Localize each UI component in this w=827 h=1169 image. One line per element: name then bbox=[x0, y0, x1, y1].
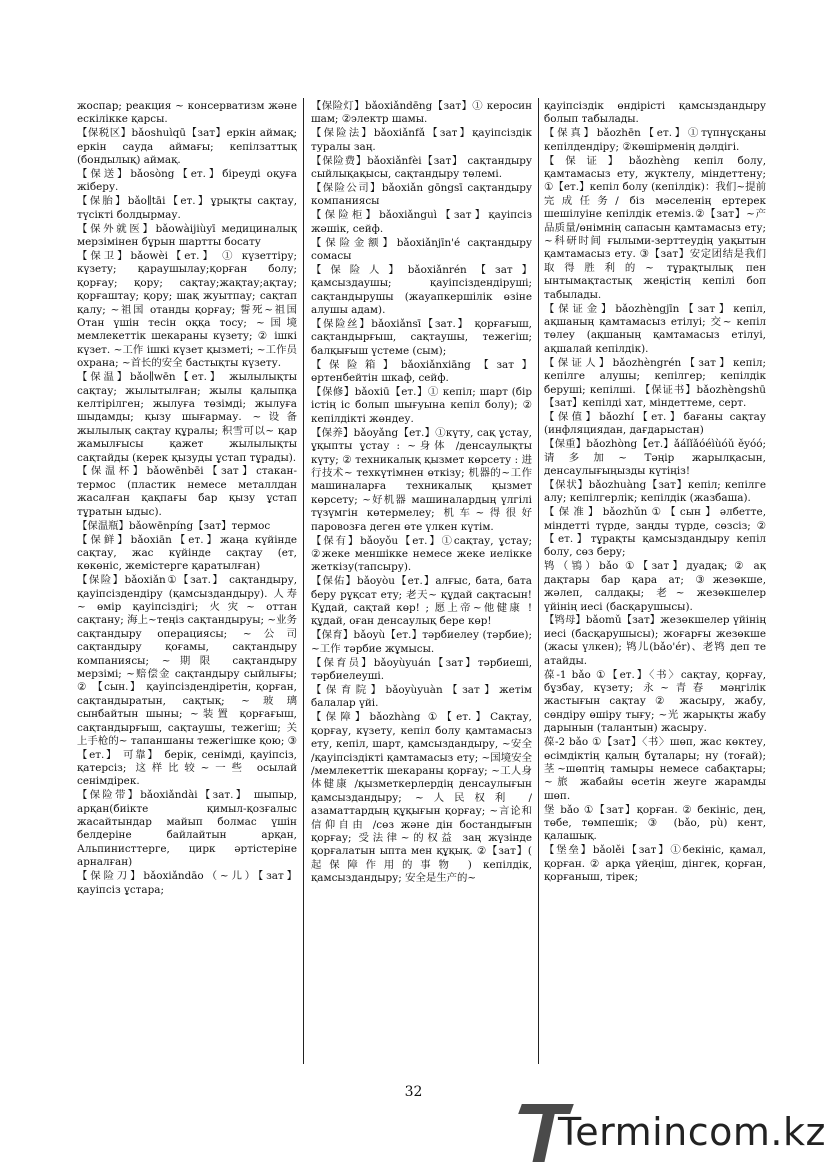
dictionary-entry: 【保送】bǎosòng【ет.】біреуді оқуға жіберу. bbox=[77, 168, 297, 194]
dictionary-entry: 【保险公司】bǎoxiǎn gōngsī сақтандыру компаниясы bbox=[311, 181, 532, 208]
dictionary-entry: 【保证金】bǎozhèngjīn【зат】кепіл, ақшаның қамтамасыз етілуі; 交~ кепіл төлеу (ақшаның қамтамасыз етілуі, ақшалай кепілдік). bbox=[544, 302, 766, 355]
dictionary-entry: 【保育】bǎoyù【ет.】тәрбиелеу (тәрбие); ~工作 тәрбие жұмысы. bbox=[311, 629, 532, 655]
logo-t-stem bbox=[532, 1110, 555, 1162]
dictionary-entry: 【保卫】bǎowèi【ет.】 ① күзеттіру; күзету; қараушылау;қорған болу; қорғау; қору; сақтау;жақтау;ақтау; қорғаштау; қору; шақ жуытпау; сақтап қалу; ~祖国 отанды қорғау; 誓死~祖国 Отан үшін тесін оққа тосу; ~国境 мемлекеттік шекараны күзету; ② ішкі күзет. ~工作 ішкі күзет қызметі; ~工作员 охрана; ~首长的安全 бастықты күзету. bbox=[77, 249, 297, 370]
dictionary-entry: 【保温】bǎo∥wēn【ет.】 жылылықты сақтау; жылытылған; жылы қалыпқа келтірілген; жылуға төзімді; жылуға шыдамды; қызу шығармау. ~设备 жылылық сақтау құралы; 积雪可以~ қар жамылғысы қажет жылылықты сақтайды (керек қызуды ұстап тұрады). bbox=[77, 371, 297, 464]
dictionary-entry: 【保税区】bǎoshuìqū【зат】еркін аймақ; еркін сауда аймағы; кепілзаттық (бондылық) аймақ. bbox=[77, 127, 297, 167]
dictionary-entry: 【保险】bǎoxiǎn①【зат.】 сақтандыру, қауіпсіздендіру (қамсыздандыру). 人寿~ өмір қауіпсіздігі; 火灾~ оттан сақтану; 海上~теңіз сақтандыруы; ~业务 сақтандыру операциясы; ~公司 сақтандыру қоғамы, сақтандыру компаниясы; ~期限 сақтандыру мерзімі; ~赔偿金 сақтандыру сыйлығы; ② 【сын.】 қауіпсіздендіретін, қорған, сақтандыратын, сақтық; ~玻璃 сынбайтын шыны; ~装置 қорғағыш, сақтандырғыш, сақтаушы, тежегіш; 关上手枪的~ тапаншаны тежегішке қою; ③【ет.】 可靠】 берік, сенімді, қауіпсіз, қатерсіз; 这样比较~一些 осылай сенімдірек. bbox=[77, 574, 297, 788]
dictionary-entry: 【保险刀】bǎoxiǎndāo（~儿）【зат】қауіпсіз ұстара; bbox=[77, 870, 297, 896]
dictionary-entry: 【保障】bǎozhàng ①【ет.】Сақтау, қорғау, күзету, кепіл болу қамтамасыз ету, кепіл, шарт, қамсыздандыру, ~安全 /қауіпсіздікті қамтамасыз ету; ~国境安全 /мемлекеттік шекараны қорғау; ~工人身体健康 /қызметкерлердің денсаулығын қамсыздандыру; ~人民权利 /азаматтардың құқығын қорғау; ~言论和信仰自由 /сөз және дін бостандығын қорғау; 受法律~的权益 заң жүзінде қорғалатын ыпта мен құқық. ②【зат】( 起保障作用的事物 ) кепілдік, қамсыздандыру; 安全是生产的~ bbox=[311, 711, 532, 885]
column-divider-1 bbox=[303, 98, 304, 1064]
dictionary-entry: 【保险带】bǎoxiǎndài【зат.】 шыпыр, арқан(биікте қимыл-қозғалыс жасайтындар майып болмас үшін белдеріне байлайтын арқан, Альпинисттерге, цирк әртістеріне арналған) bbox=[77, 789, 297, 869]
dictionary-entry: 【堡垒】bǎolěi【зат】①бекініс, қамал, қорған. ② арқа үйеңіш, дінгек, қорған, қорғаныш, тірек; bbox=[544, 844, 766, 884]
column-divider-2 bbox=[538, 98, 539, 1064]
dictionary-entry: 【保养】bǎoyǎng【ет.】①күту, сақ ұстау, ұқыпты ұстау : ~身体 /денсаулықты күту; ② техникалық қызмет көрсету : 进行技术~ техкүтімнен өткізу; 机器的~工作 машиналарға техникалық қызмет көрсету; ~好机器 машиналардың үлгілі түзүмгін көтермелеу; 机车~得很好 паровозға деген өте үлкен күтім. bbox=[311, 426, 532, 533]
page-number: 32 bbox=[404, 1084, 423, 1100]
dictionary-entry: 【保温瓶】bǎowēnpíng【зат】термос bbox=[77, 519, 271, 532]
column-2 bbox=[311, 100, 532, 1060]
column-1 bbox=[77, 100, 297, 1060]
logo-text: Termincom.kz bbox=[558, 1110, 826, 1154]
dictionary-entry: 【保险灯】bǎoxiǎndēng【зат】① керосин шам; ②электр шамы. bbox=[311, 100, 532, 126]
dictionary-entry: 【保真】bǎozhēn【ет.】①түпнұсқаны кепілдендіру; ②көшірменің дәлдігі. bbox=[544, 127, 766, 153]
dictionary-entry: 【保值】bǎozhí【ет.】бағаны сақтау (инфляциядан, дағдарыстан) bbox=[544, 410, 766, 437]
dictionary-entry: 【保外就医】bǎowàijiùyī медициналық мерзімінен бұрын шартты босату bbox=[77, 222, 297, 249]
dictionary-entry: 【保证】bǎozhèng кепіл болу, қамтамасыз ету, жүктелу, міндеттену; ①【ет.】кепіл болу (кепілдік)：我们~提前完成任务/ біз мәселенің ертерек шешілуіне кепілдік етеміз.②【зат】~产品质量/өнімнің сапасын қамтамасыз ету; ~科研时间 ғылыми-зерттеудің уақытын қамтамасыз ету. ③【зат】安定团结是我们取得胜利的~ тұрақтылық пен ынтымақтастық жеңістің кепілі боп табылады. bbox=[544, 154, 766, 301]
dictionary-entry: 葆-1 bǎo ①【ет.】〈书〉сақтау, қорғау, бұзбау, күзету; 永~青春 мәңгілік жастығын сақтау ② жасыру, жабу, сөндіру өшіру тығу; ~光 жарықты жабу дарынын (талантын) жасыру. bbox=[544, 668, 766, 735]
dictionary-entry: 【保状】bǎozhuàng【зат】кепіл; кепілге алу; кепілгерлік; кепілдік (жазбаша). bbox=[544, 478, 766, 505]
dictionary-entry: 【保险柜】bǎoxiǎnguì【зат】қауіпсіз жәшік, сейф. bbox=[311, 209, 532, 235]
termincom-logo[interactable] bbox=[520, 1104, 826, 1166]
dictionary-entry: 【保有】bǎoyǒu【ет.】①сақтау, ұстау; ②жеке меншікке немесе жеке иелікке жеткізу(тапсыру). bbox=[311, 534, 532, 574]
dictionary-entry: 【保鲜】bǎoxiān【ет.】жаңа күйінде сақтау, жас күйінде сақтау (ет, көкөніс, жемістерге қаратылған) bbox=[77, 533, 297, 573]
dictionary-entry: 鸨（鴇）bǎo ①【зат】дуадақ; ② ақ дақтары бар қара ат; ③жезөкше, жәлеп, салдақы; 老~ жезөкшелер үйінің иесі (басқарушысы). bbox=[544, 560, 766, 613]
dictionary-entry: 堡 bǎo ①【зат】қорған. ② бекініс, дең, төбе, төмпешік; ③ (bǎo, pù) кент, қалашық. bbox=[544, 803, 766, 843]
dictionary-entry: 【保胎】bǎo∥tāi【ет.】ұрықты сақтау, түсікті болдырмау. bbox=[77, 195, 297, 221]
dictionary-entry: 【鸨母】bǎomǔ【зат】жезөкшелер үйінің иесі (басқарушысы); жоғарғы жезөкше (жасы үлкен); 鸨儿(bǎo'ér)、老鸨 деп те атайды. bbox=[544, 614, 766, 667]
dictionary-entry: 【保重】bǎozhòng【ет.】ǎáǐǐǎóéìùóǔ ěyóó; 请多加~ Тәңір жарылқасын, денсаулығыңызды күтіңіз! bbox=[544, 438, 766, 477]
dictionary-entry: 【保修】bǎoxiū【ет.】① кепіл; шарт (бір істің іс болып шығуына кепіл болу); ② кепілдікті жөндеу. bbox=[311, 386, 532, 425]
dictionary-entry: 葆-2 bǎo ①【зат】〈书〉шөп, жас көктеу, өсімдіктің қалың бұталары; ну (тоғай); 茎~шөптің тамыры немесе сабақтары; ~旅 жабайы өсетін жеуге жарамды шөп. bbox=[544, 736, 766, 802]
dictionary-entry: 【保险箱】bǎoxiǎnxiāng【зат】 өртенбейтін шкаф, сейф. bbox=[311, 358, 532, 385]
dictionary-entry: 【保险法】bǎoxiǎnfǎ【зат】қауіпсіздік туралы заң. bbox=[311, 127, 532, 153]
dictionary-entry: қауіпсіздік өндірісті қамсыздандыру болып табылады. bbox=[544, 100, 766, 126]
dictionary-entry: 【保险金额】bǎoxiǎnjīn'é сақтандыру сомасы bbox=[311, 236, 532, 262]
dictionary-entry: 【保险人】bǎoxiǎnrén【зат】 қамсыздаушы; қауіпсіздендіруші; сақтандырушы (жауапкершілік өзіне алушы адам). bbox=[311, 263, 532, 317]
dictionary-entry: 【保育员】bǎoyùyuán【зат】тәрбиеші, тәрбиелеуші. bbox=[311, 656, 532, 683]
dictionary-entry: 【保佑】bǎoyòu【ет.】алғыс, бата, бата беру рұқсат ету; 老天~ құдай сақтасын! Құдай, сақтай көр! ; 愿上帝~他健康 ! құдай, оған денсаулық бере көр! bbox=[311, 575, 532, 628]
column-3 bbox=[544, 100, 766, 1060]
dictionary-entry: 【保温杯】bǎowēnbēi【зат】стакан-термос (пластик немесе металлдан жасалған қақпағы бар қызу ұстап тұратын ыдыс). bbox=[77, 465, 297, 518]
dictionary-entry: 【保准】bǎozhǔn①【сын】әлбетте, міндетті түрде, заңды түрде, сөзсіз; ②【ет.】тұрақты қамсыздандыру кепіл болу, сөз беру; bbox=[544, 506, 766, 559]
dictionary-entry: жоспар; реакция ~ консерватизм және ескілікке қарсы. bbox=[77, 100, 297, 126]
dictionary-entry: 【保育院】bǎoyùyuàn【зат】жетім балалар үйі. bbox=[311, 683, 532, 710]
dictionary-entry: 【保险费】bǎoxiǎnfèi【зат】 сақтандыру сыйлықақысы, сақтандыру төлемі. bbox=[311, 154, 532, 181]
dictionary-entry: 【保证人】bǎozhèngrén【зат】кепіл; кепілге алушы; кепілгер; кепілдік беруші; кепілші. 【保证书】bǎozhèngshū【зат】кепілді хат, міндеттеме, серт. bbox=[544, 356, 766, 409]
dictionary-entry: 【保险丝】bǎoxiǎnsī【зат.】 қорғағыш, сақтандырғыш, сақтаушы, тежегіш; балқығыш үстеме (сым); bbox=[311, 318, 532, 357]
